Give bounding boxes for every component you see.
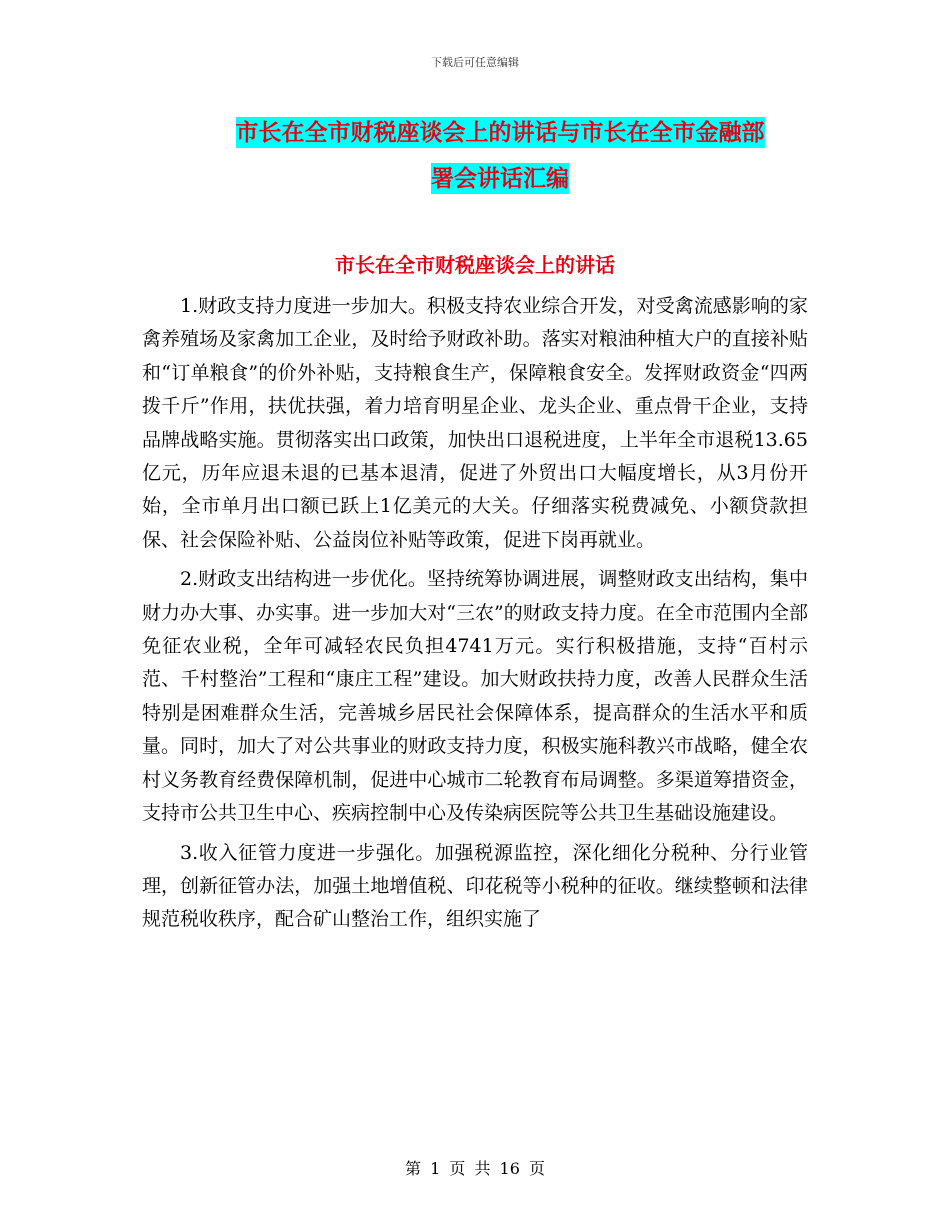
paragraph-2: 2.财政支出结构进一步优化。坚持统筹协调进展，调整财政支出结构，集中财力办大事、办实事。进一步加大对“三农”的财政支持力度。在全市范围内全部免征农业税，全年可减轻农民负担4741万元。实行积极措施，支持“百村示范、千村整治”工程和“康庄工程”建设。加大财政扶持力度，改善人民群众生活特别是困难群众生活，完善城乡居民社会保障体系，提高群众的生活水平和质量。同时，加大了对公共事业的财政支持力度，积极实施科教兴市战略，健全农村义务教育经费保障机制，促进中心城市二轮教育布局调整。多渠道筹措资金，支持市公共卫生中心、疾病控制中心及传染病医院等公共卫生基础设施建设。 [142, 568, 808, 825]
section-title: 市长在全市财税座谈会上的讲话 [335, 253, 615, 277]
page-footer: 第 1 页 共 16 页 [405, 1159, 545, 1178]
header-note: 下载后可任意编辑 [431, 56, 519, 69]
document-body [142, 290, 808, 943]
paragraph-3: 3.收入征管力度进一步强化。加强税源监控，深化细化分税种、分行业管理，创新征管办法，加强土地增值税、印花税等小税种的征收。继续整顿和法律规范税收秩序，配合矿山整治工作，组织实施了 [142, 841, 808, 931]
paragraph-1: 1.财政支持力度进一步加大。积极支持农业综合开发，对受禽流感影响的家禽养殖场及家禽加工企业，及时给予财政补助。落实对粮油种植大户的直接补贴和“订单粮食”的价外补贴，支持粮食生产，保障粮食安全。发挥财政资金“四两拨千斤”作用，扶优扶强，着力培育明星企业、龙头企业、重点骨干企业，支持品牌战略实施。贯彻落实出口政策，加快出口退税进度，上半年全市退税13.65亿元，历年应退未退的已基本退清，促进了外贸出口大幅度增长，从3月份开始，全市单月出口额已跃上1亿美元的大关。仔细落实税费减免、小额贷款担保、社会保险补贴、公益岗位补贴等政策，促进下岗再就业。 [142, 295, 808, 551]
document-title [190, 110, 810, 202]
document-title-line-1: 市长在全市财税座谈会上的讲话与市长在全市金融部 [235, 119, 765, 146]
document-title-line-2: 署会讲话汇编 [431, 165, 569, 192]
